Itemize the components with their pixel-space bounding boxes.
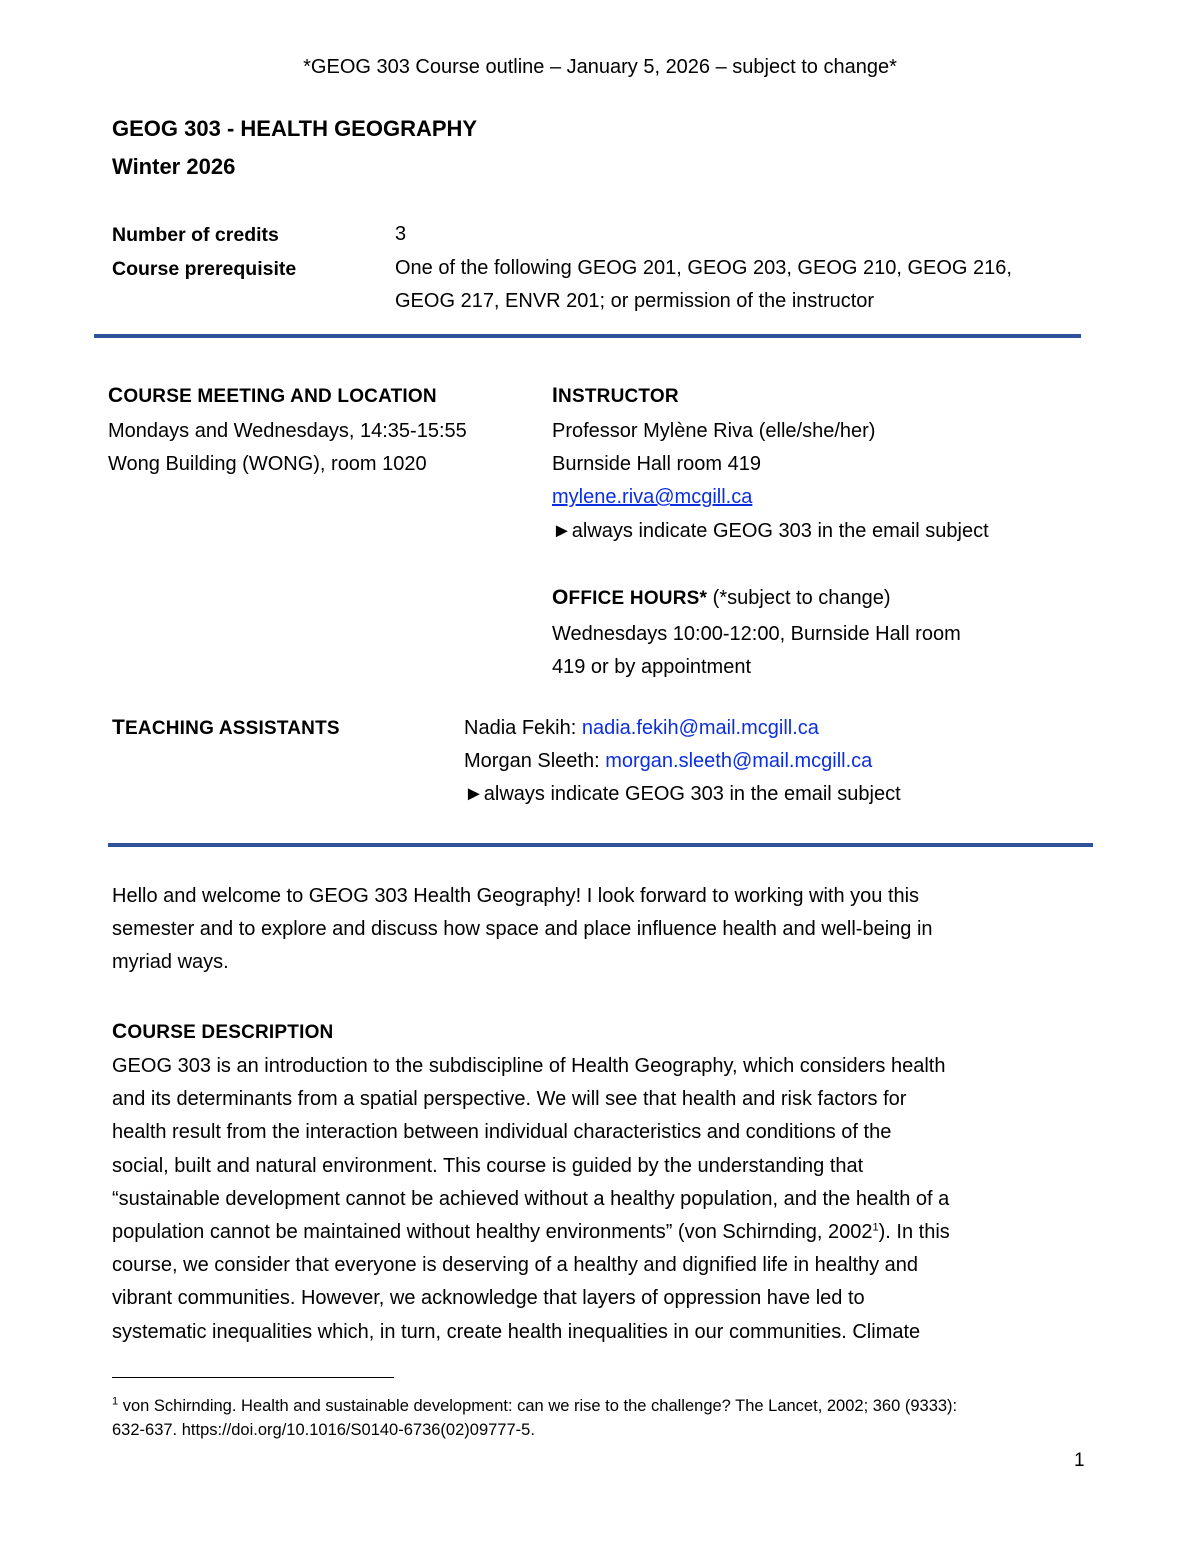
credits-value: 3 [395, 223, 407, 245]
ta-entry: Nadia Fekih: nadia.fekih@mail.mcgill.ca [464, 717, 819, 739]
meeting-details [108, 415, 467, 481]
instructor-name: Professor Mylène Riva (elle/she/her) [552, 420, 876, 442]
meeting-location: Wong Building (WONG), room 1020 [108, 453, 427, 476]
description-heading: COURSE DESCRIPTION [112, 1020, 334, 1043]
footnote-separator [112, 1377, 394, 1378]
prereq-line: GEOG 217, ENVR 201; or permission of the instructor [395, 290, 875, 312]
footnote: $^1$ von Schirnding. Health and sustainable development: can we rise to the challenge? The Lancet, 2002; 360 (9333): 632-637. https://doi.org/10.1016/S0140-6736(02)09777-5. [112, 1395, 958, 1439]
office-hours-line: Wednesdays 10:00-12:00, Burnside Hall room [552, 623, 961, 645]
office-hours-heading: OFFICE HOURS* (*subject to change) [552, 586, 891, 609]
description-paragraph: GEOG 303 is an introduction to the subdiscipline of Health Geography, which considers health and its determinants from a spatial perspective. We will see that health and risk factors for health result from the interaction between individual characteristics and conditions of the social, built and natural environment. This course is guided by the understanding that “sustainable development cannot be achieved without a healthy population, and the health of a population cannot be maintained without healthy environments” (von Schirnding, 2002$^1$). In this course, we consider that everyone is deserving of a healthy and dignified life in healthy and vibrant communities. However, we acknowledge that layers of oppression have led to systematic inequalities which, in turn, create health inequalities in our communities. Climate [112, 1055, 950, 1343]
page-number: 1 [1074, 1450, 1085, 1471]
ta-entry: Morgan Sleeth: morgan.sleeth@mail.mcgill.ca [464, 750, 873, 773]
course-term: Winter 2026 [112, 154, 236, 179]
section-divider [108, 843, 1093, 847]
pointer-arrow-icon: ► [464, 783, 484, 806]
ta-email-note: ►always indicate GEOG 303 in the email subject [464, 783, 901, 806]
prereq-label: Course prerequisite [112, 258, 297, 280]
ta-email-link[interactable]: morgan.sleeth@mail.mcgill.ca [605, 750, 873, 773]
course-title: GEOG 303 - HEALTH GEOGRAPHY [112, 116, 478, 141]
instructor-office: Burnside Hall room 419 [552, 453, 761, 476]
welcome-paragraph: Hello and welcome to GEOG 303 Health Geography! I look forward to working with you this semester and to explore and discuss how space and place influence health and well-being in myriad ways. [112, 885, 933, 974]
running-header: *GEOG 303 Course outline – January 5, 2026 – subject to change* [303, 56, 897, 78]
office-hours-details [552, 618, 961, 684]
instructor-heading: INSTRUCTOR [552, 384, 679, 407]
footnote-ref[interactable]: 1 [872, 1221, 879, 1234]
credits-label: Number of credits [112, 224, 279, 246]
prereq-line: One of the following GEOG 201, GEOG 203, GEOG 210, GEOG 216, [395, 257, 1012, 279]
instructor-email-note: ►always indicate GEOG 303 in the email subject [552, 519, 989, 542]
instructor-details [552, 415, 989, 548]
tas-details [464, 712, 901, 812]
office-hours-line: 419 or by appointment [552, 656, 752, 679]
prereq-value [395, 252, 1012, 318]
pointer-arrow-icon: ► [552, 519, 572, 542]
meeting-time: Mondays and Wednesdays, 14:35-15:55 [108, 420, 467, 442]
instructor-email-link[interactable]: mylene.riva@mcgill.ca [552, 486, 753, 509]
meeting-heading: COURSE MEETING AND LOCATION [108, 384, 437, 407]
tas-heading: TEACHING ASSISTANTS [112, 716, 340, 739]
section-divider [94, 334, 1081, 338]
ta-email-link[interactable]: nadia.fekih@mail.mcgill.ca [581, 717, 819, 739]
